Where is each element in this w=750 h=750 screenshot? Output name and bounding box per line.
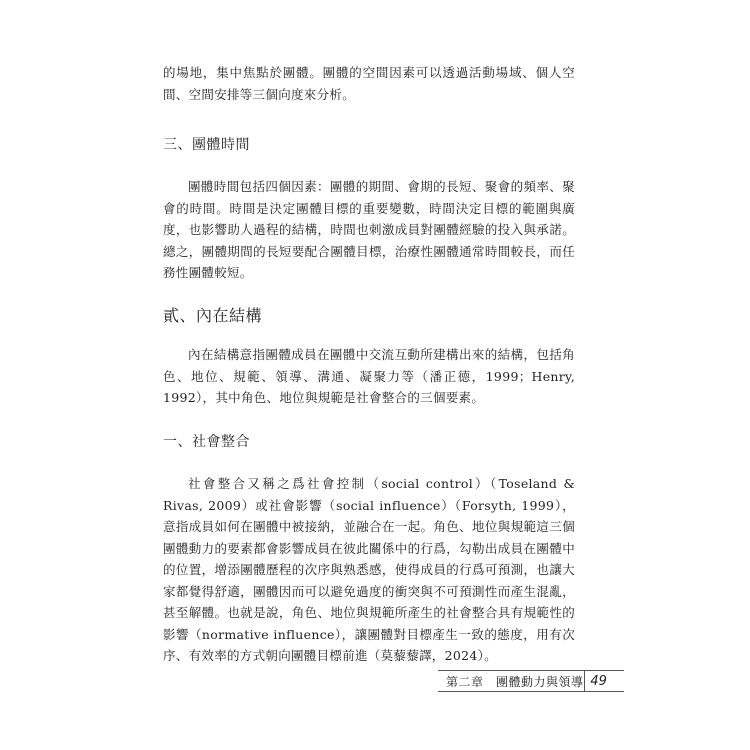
section-heading-internal-structure: 貳、內在結構 <box>163 306 263 325</box>
paragraph-group-time: 團體時間包括四個因素：團體的期間、會期的長短、聚會的頻率、聚會的時間。時間是決定團體目標的重要變數，時間決定目標的範圍與廣度，也影響助人過程的結構，時間也刺激成員對團體經驗的投入與承諾。總之，團體期間的長短要配合團體目標，治療性團體通常時間較長，而任務性團體較短。 <box>163 179 575 280</box>
page-footer <box>438 670 624 692</box>
paragraph-internal-structure: 內在結構意指團體成員在團體中交流互動所建構出來的結構，包括角色、地位、規範、領導、溝通、凝聚力等（潘正德，1999；Henry, 1992），其中角色、地位與規範是社會整合的三個要素。 <box>163 347 575 405</box>
section-heading-social-integration: 一、社會整合 <box>163 434 250 450</box>
footer-chapter-title: 第二章 團體動力與領導 <box>446 674 584 689</box>
section-heading-group-time: 三、團體時間 <box>163 137 250 153</box>
paragraph-space-factors: 的場地，集中焦點於團體。團體的空間因素可以透過活動場域、個人空間、空間安排等三個向度來分析。 <box>163 65 575 102</box>
page-number: 49 <box>590 673 607 689</box>
paragraph-social-integration: 社會整合又稱之爲社會控制（social control）（Toseland & Rivas, 2009）或社會影響（social influence）（Forsyth, 1999），意指成員如何在團體中被接納，並融合在一起。角色、地位與規範這三個團體動力的要素都會影響成員在彼此關係中的行爲，勾勒出成員在團體中的位置，增添團體歷程的次序與熟悉感，使得成員的行爲可預測，也讓大家都覺得舒適，團體因而可以避免過度的衝突與不可預測性而產生混亂，甚至解體。也就是說，角色、地位與規範所產生的社會整合具有規範性的影響（normative influence），讓團體對目標產生一致的態度，用有次序、有效率的方式朝向團體目標前進（莫藜藜譯，2024）。 <box>163 476 575 663</box>
